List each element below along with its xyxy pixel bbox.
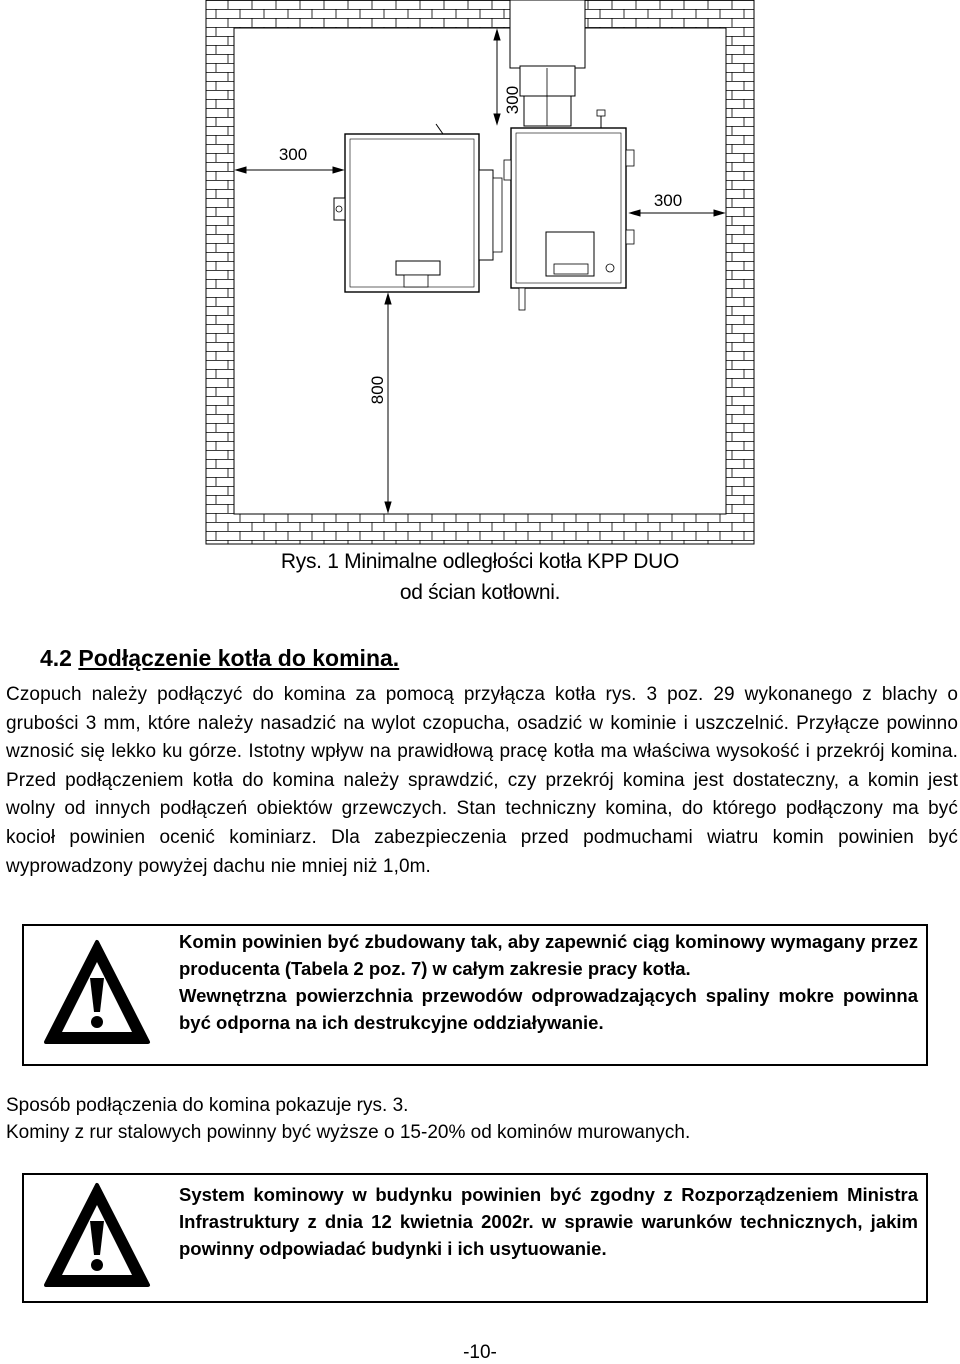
- steel-chimney-info-line: Kominy z rur stalowych powinny być wyższe o 15-20% od kominów murowanych.: [6, 1122, 691, 1143]
- section-paragraph: Czopuch należy podłączyć do komina za pomocą przyłącza kotła rys. 3 poz. 29 wykonanego z blachy o grubości 3 mm, które należy nasadzić na wylot czopucha, osadzić w kominie i uszczelnić. Przyłącze powinno wznosić się lekko ku górze. Istotny wpływ na prawidłową pracę kotła ma właściwa wysokość i przekrój komina. Przed podłączeniem kotła do komina należy sprawdzić, czy przekrój komina jest dostateczny, a komin jest wolny od innych podłączeń obiektów grzewczych. Stan techniczny komina, do którego podłączony ma być kocioł powinien ocenić kominiarz. Dla zabezpieczenia przed podmuchami wiatru komin powinien być wyprowadzony powyżej dachu nie mniej niż 1,0m.: [6, 684, 958, 877]
- warning1-text1: Komin powinien być zbudowany tak, aby zapewnić ciąg kominowy wymagany przez producenta (Tabela 2 poz. 7) w całym zakresie pracy kotła.: [179, 931, 918, 979]
- figure-caption-line1: Rys. 1 Minimalne odległości kotła KPP DUO: [280, 550, 680, 573]
- warning-box-regulation: [22, 1173, 928, 1303]
- section-number: 4.2: [40, 645, 72, 671]
- boiler-room-diagram: [0, 0, 960, 545]
- dimension-top-label: 300: [503, 85, 522, 115]
- connection-info-line: Sposób podłączenia do komina pokazuje rys. 3.: [6, 1095, 409, 1116]
- warning-triangle-icon: [42, 938, 152, 1046]
- warning2-text: System kominowy w budynku powinien być zgodny z Rozporządzeniem Ministra Infrastruktury z dnia 12 kwietnia 2002r. w sprawie warunków technicznych, jakim powinny odpowiadać budynki i ich usytuowanie.: [179, 1184, 918, 1259]
- dimension-right-label: 300: [653, 191, 683, 210]
- boiler: [504, 110, 634, 310]
- section-title: Podłączenie kotła do komina.: [78, 645, 400, 671]
- dimension-bottom-label: 800: [368, 375, 387, 405]
- page-number: -10-: [463, 1342, 497, 1363]
- warning-triangle-icon: [42, 1181, 152, 1289]
- section-heading: [40, 645, 399, 672]
- fuel-hopper: [334, 124, 502, 292]
- dimension-left-label: 300: [278, 145, 308, 164]
- warning1-text2: Wewnętrzna powierzchnia przewodów odprowadzających spaliny mokre powinna być odporna na ich destrukcyjne oddziaływanie.: [179, 985, 918, 1033]
- warning-box-chimney-draft: [22, 924, 928, 1066]
- figure-caption-line2: od ścian kotłowni.: [399, 581, 561, 604]
- brick-wall: [206, 0, 754, 544]
